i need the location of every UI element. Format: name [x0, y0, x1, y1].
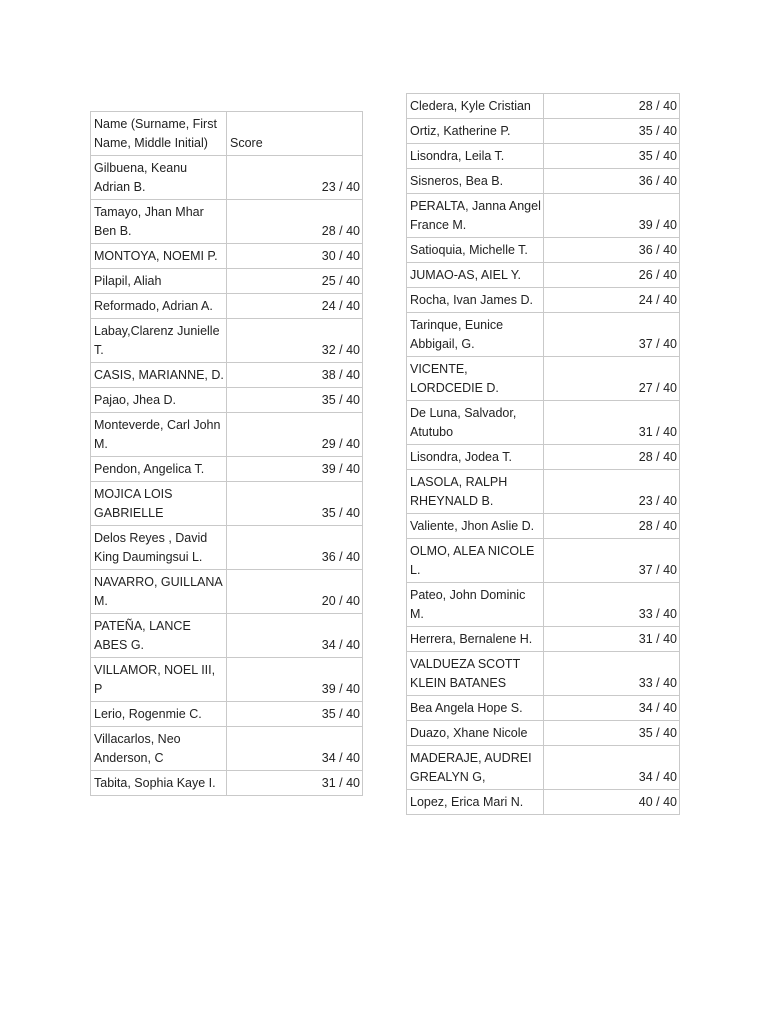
table-row — [91, 156, 363, 200]
table-row — [407, 652, 680, 696]
table-row — [407, 144, 680, 169]
table-row — [91, 771, 363, 796]
student-name: Lisondra, Jodea T. — [407, 445, 544, 470]
student-score: 35 / 40 — [544, 119, 680, 144]
student-score: 20 / 40 — [227, 570, 363, 614]
table-row — [407, 263, 680, 288]
score-table-right — [406, 93, 680, 815]
student-score: 35 / 40 — [227, 702, 363, 727]
student-score: 28 / 40 — [544, 94, 680, 119]
student-name: JUMAO-AS, AIEL Y. — [407, 263, 544, 288]
table-row — [91, 200, 363, 244]
student-name: Rocha, Ivan James D. — [407, 288, 544, 313]
student-score: 31 / 40 — [544, 627, 680, 652]
table-row — [91, 294, 363, 319]
student-name: Tarinque, Eunice Abbigail, G. — [407, 313, 544, 357]
student-score: 34 / 40 — [227, 614, 363, 658]
student-score: 39 / 40 — [227, 457, 363, 482]
table-row — [91, 727, 363, 771]
student-name: Cledera, Kyle Cristian — [407, 94, 544, 119]
student-score: 36 / 40 — [227, 526, 363, 570]
student-name: De Luna, Salvador, Atutubo — [407, 401, 544, 445]
student-score: 35 / 40 — [227, 388, 363, 413]
student-name: Valiente, Jhon Aslie D. — [407, 514, 544, 539]
student-score: 31 / 40 — [227, 771, 363, 796]
student-name: NAVARRO, GUILLANA M. — [91, 570, 227, 614]
student-score: 23 / 40 — [544, 470, 680, 514]
student-name: OLMO, ALEA NICOLE L. — [407, 539, 544, 583]
student-name: CASIS, MARIANNE, D. — [91, 363, 227, 388]
table-header-row — [91, 112, 363, 156]
table-row — [407, 194, 680, 238]
student-score: 38 / 40 — [227, 363, 363, 388]
student-name: Pateo, John Dominic M. — [407, 583, 544, 627]
table-row — [407, 514, 680, 539]
student-name: MADERAJE, AUDREI GREALYN G, — [407, 746, 544, 790]
student-score: 28 / 40 — [544, 514, 680, 539]
student-score: 35 / 40 — [544, 144, 680, 169]
table-row — [407, 401, 680, 445]
student-name: Monteverde, Carl John M. — [91, 413, 227, 457]
student-score: 40 / 40 — [544, 790, 680, 815]
student-score: 36 / 40 — [544, 169, 680, 194]
student-name: Reformado, Adrian A. — [91, 294, 227, 319]
student-name: Pendon, Angelica T. — [91, 457, 227, 482]
student-name: MOJICA LOIS GABRIELLE — [91, 482, 227, 526]
student-name: Lopez, Erica Mari N. — [407, 790, 544, 815]
student-name: VALDUEZA SCOTT KLEIN BATANES — [407, 652, 544, 696]
student-name: Labay,Clarenz Junielle T. — [91, 319, 227, 363]
student-score: 34 / 40 — [544, 696, 680, 721]
table-row — [91, 570, 363, 614]
table-row — [407, 357, 680, 401]
table-row — [407, 721, 680, 746]
student-score: 33 / 40 — [544, 583, 680, 627]
student-score: 30 / 40 — [227, 244, 363, 269]
table-row — [407, 583, 680, 627]
table-row — [91, 319, 363, 363]
table-row — [407, 288, 680, 313]
table-row — [407, 539, 680, 583]
student-score: 39 / 40 — [544, 194, 680, 238]
table-row — [91, 413, 363, 457]
student-name: Lisondra, Leila T. — [407, 144, 544, 169]
student-name: PATEÑA, LANCE ABES G. — [91, 614, 227, 658]
student-name: VICENTE, LORDCEDIE D. — [407, 357, 544, 401]
student-name: Sisneros, Bea B. — [407, 169, 544, 194]
student-score: 35 / 40 — [227, 482, 363, 526]
student-score: 32 / 40 — [227, 319, 363, 363]
student-score: 34 / 40 — [544, 746, 680, 790]
student-name: Bea Angela Hope S. — [407, 696, 544, 721]
student-name: Duazo, Xhane Nicole — [407, 721, 544, 746]
student-name: PERALTA, Janna Angel France M. — [407, 194, 544, 238]
student-score: 27 / 40 — [544, 357, 680, 401]
table-row — [91, 388, 363, 413]
student-score: 37 / 40 — [544, 539, 680, 583]
table-row — [407, 169, 680, 194]
table-row — [91, 244, 363, 269]
table-row — [407, 238, 680, 263]
table-row — [91, 363, 363, 388]
student-name: Herrera, Bernalene H. — [407, 627, 544, 652]
student-score: 34 / 40 — [227, 727, 363, 771]
student-name: Gilbuena, Keanu Adrian B. — [91, 156, 227, 200]
table-row — [407, 470, 680, 514]
table-row — [91, 702, 363, 727]
student-score: 24 / 40 — [544, 288, 680, 313]
student-name: MONTOYA, NOEMI P. — [91, 244, 227, 269]
table-row — [91, 269, 363, 294]
table-row — [407, 119, 680, 144]
student-name: LASOLA, RALPH RHEYNALD B. — [407, 470, 544, 514]
student-score: 25 / 40 — [227, 269, 363, 294]
student-score: 33 / 40 — [544, 652, 680, 696]
student-name: Satioquia, Michelle T. — [407, 238, 544, 263]
header-score: Score — [227, 112, 363, 156]
table-row — [407, 94, 680, 119]
table-row — [407, 696, 680, 721]
table-row — [407, 313, 680, 357]
student-score: 29 / 40 — [227, 413, 363, 457]
table-row — [91, 482, 363, 526]
student-name: Delos Reyes , David King Daumingsui L. — [91, 526, 227, 570]
student-score: 28 / 40 — [227, 200, 363, 244]
student-name: Villacarlos, Neo Anderson, C — [91, 727, 227, 771]
table-row — [91, 658, 363, 702]
student-name: Pajao, Jhea D. — [91, 388, 227, 413]
student-score: 31 / 40 — [544, 401, 680, 445]
table-row — [91, 526, 363, 570]
student-score: 28 / 40 — [544, 445, 680, 470]
student-score: 23 / 40 — [227, 156, 363, 200]
table-row — [91, 457, 363, 482]
table-row — [407, 746, 680, 790]
student-name: Tabita, Sophia Kaye I. — [91, 771, 227, 796]
student-name: Pilapil, Aliah — [91, 269, 227, 294]
student-score: 26 / 40 — [544, 263, 680, 288]
student-score: 39 / 40 — [227, 658, 363, 702]
student-name: Ortiz, Katherine P. — [407, 119, 544, 144]
header-name: Name (Surname, First Name, Middle Initial) — [91, 112, 227, 156]
student-score: 35 / 40 — [544, 721, 680, 746]
table-row — [91, 614, 363, 658]
student-name: Tamayo, Jhan Mhar Ben B. — [91, 200, 227, 244]
table-row — [407, 445, 680, 470]
student-score: 36 / 40 — [544, 238, 680, 263]
student-name: Lerio, Rogenmie C. — [91, 702, 227, 727]
table-row — [407, 790, 680, 815]
score-table-left — [90, 111, 363, 796]
student-score: 24 / 40 — [227, 294, 363, 319]
student-name: VILLAMOR, NOEL III, P — [91, 658, 227, 702]
table-row — [407, 627, 680, 652]
student-score: 37 / 40 — [544, 313, 680, 357]
